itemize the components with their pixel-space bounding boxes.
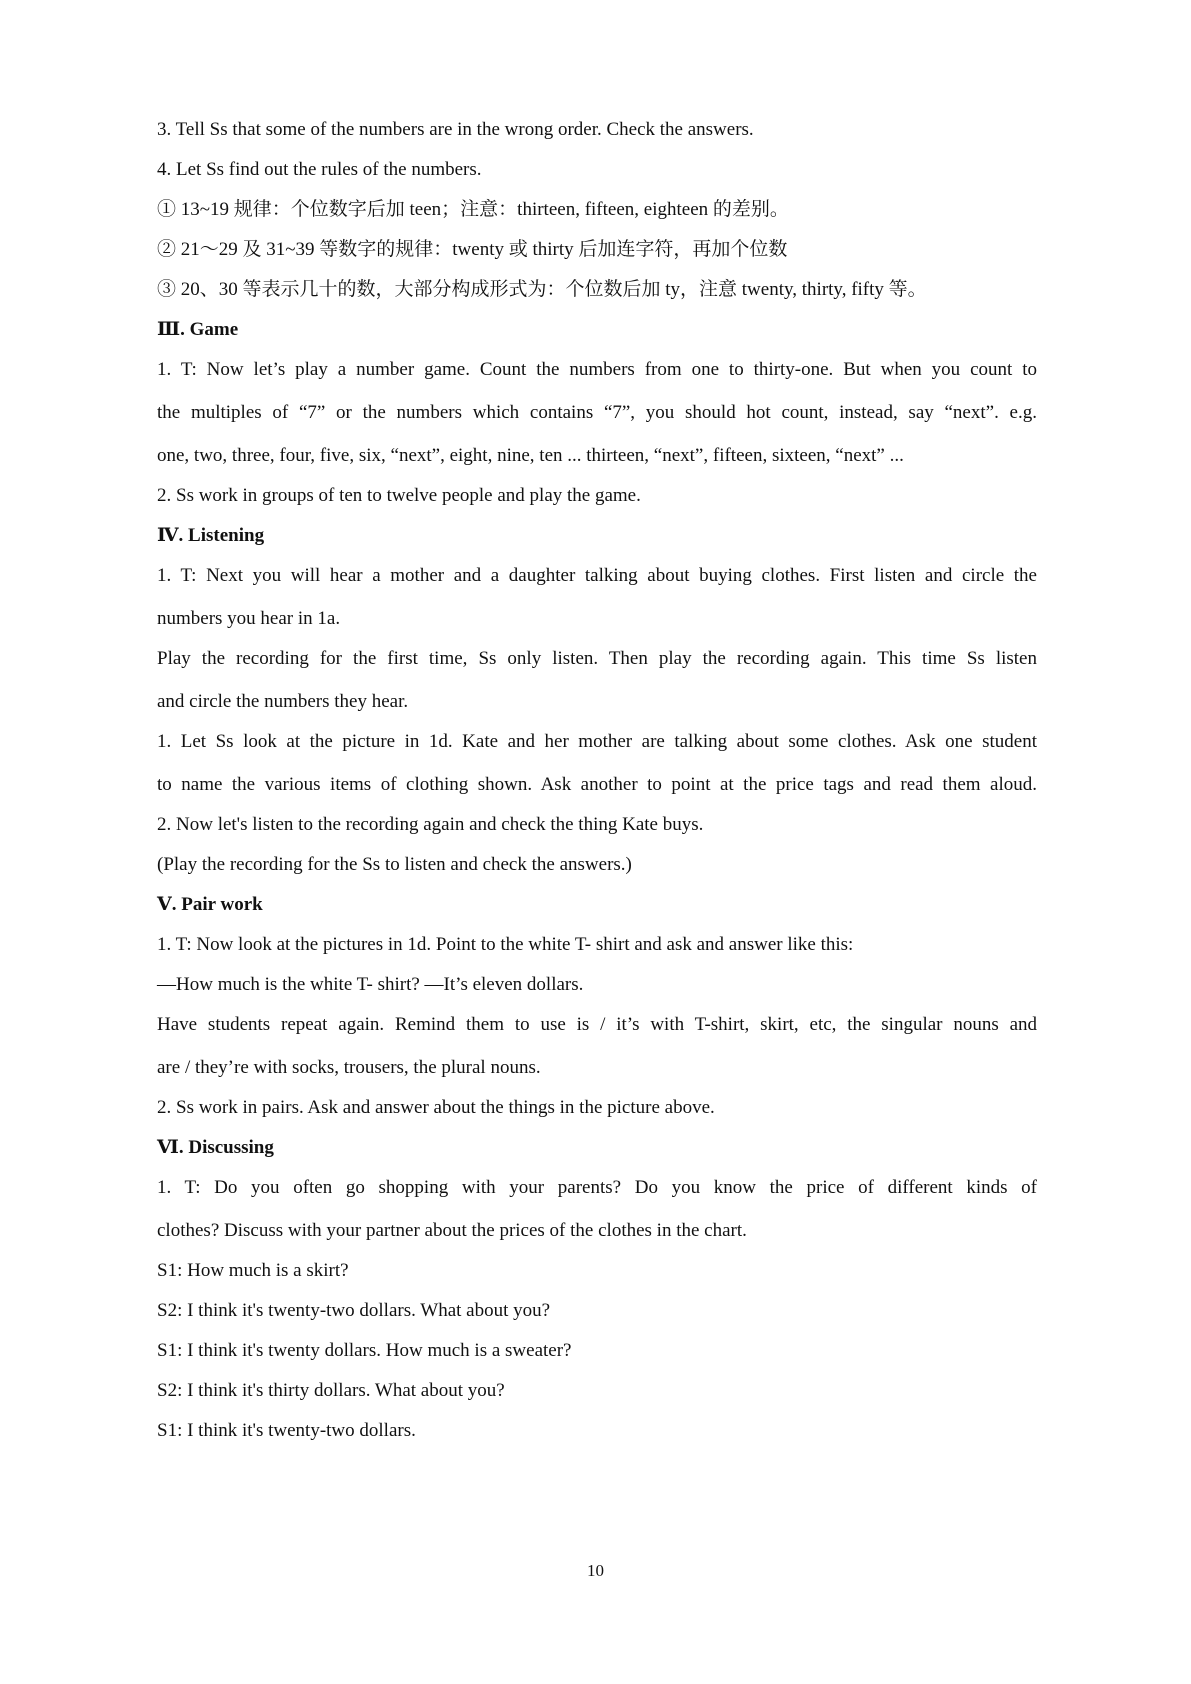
listening-step-1-line-1: 1. T: Next you will hear a mother and a daughter talking about buying clothes. First listen and circle the: [157, 565, 1037, 586]
dialogue-line-4: S2: I think it's thirty dollars. What about you?: [157, 1380, 505, 1401]
rule-1-line: ① 13~19 规律：个位数字后加 teen；注意：thirteen, fifteen, eighteen 的差别。: [157, 199, 789, 220]
discuss-step-1-line-1: 1. T: Do you often go shopping with your parents? Do you know the price of different kinds of: [157, 1177, 1037, 1198]
game-step-1-line-2: the multiples of “7” or the numbers which contains “7”, you should hot count, instead, say “next”. e.g.: [157, 402, 1037, 423]
step-4-line: 4. Let Ss find out the rules of the numbers.: [157, 159, 482, 180]
listening-play-line-1: Play the recording for the first time, Ss only listen. Then play the recording again. This time Ss listen: [157, 648, 1037, 669]
listening-note-line: (Play the recording for the Ss to listen and check the answers.): [157, 854, 632, 875]
page-number: 10: [587, 1561, 604, 1580]
rule-2-line: ② 21～29 及 31~39 等数字的规律：twenty 或 thirty 后加连字符，再加个位数: [157, 239, 788, 260]
game-step-1-line-3: one, two, three, four, five, six, “next”, eight, nine, ten ... thirteen, “next”, fifteen, sixteen, “next” ...: [157, 445, 904, 466]
pair-remind-line-2: are / they’re with socks, trousers, the plural nouns.: [157, 1057, 541, 1078]
listening-step-2-line: 2. Now let's listen to the recording again and check the thing Kate buys.: [157, 814, 704, 835]
dialogue-line-5: S1: I think it's twenty-two dollars.: [157, 1420, 416, 1441]
dialogue-line-1: S1: How much is a skirt?: [157, 1260, 349, 1281]
game-step-2-line: 2. Ss work in groups of ten to twelve people and play the game.: [157, 485, 641, 506]
discuss-step-1-line-2: clothes? Discuss with your partner about the prices of the clothes in the chart.: [157, 1220, 747, 1241]
dialogue-line-3: S1: I think it's twenty dollars. How much is a sweater?: [157, 1340, 572, 1361]
dialogue-line-2: S2: I think it's twenty-two dollars. What about you?: [157, 1300, 551, 1321]
listening-picture-line-2: to name the various items of clothing shown. Ask another to point at the price tags and read them aloud.: [157, 774, 1037, 795]
pair-step-2-line: 2. Ss work in pairs. Ask and answer about the things in the picture above.: [157, 1097, 715, 1118]
listening-play-line-2: and circle the numbers they hear.: [157, 691, 409, 712]
rule-3-line: ③ 20、30 等表示几十的数，大部分构成形式为：个位数后加 ty，注意 twenty, thirty, fifty 等。: [157, 279, 927, 300]
listening-step-1-line-2: numbers you hear in 1a.: [157, 608, 341, 629]
pair-step-1-line: 1. T: Now look at the pictures in 1d. Point to the white T- shirt and ask and answer like this:: [157, 934, 854, 955]
step-3-line: 3. Tell Ss that some of the numbers are in the wrong order. Check the answers.: [157, 119, 754, 140]
section-heading-game: Ⅲ. Game: [157, 319, 239, 340]
section-heading-discussing: Ⅵ. Discussing: [157, 1137, 274, 1158]
game-step-1-line-1: 1. T: Now let’s play a number game. Count the numbers from one to thirty-one. But when you count to: [157, 359, 1037, 380]
pair-remind-line-1: Have students repeat again. Remind them to use is / it’s with T-shirt, skirt, etc, the singular nouns and: [157, 1014, 1037, 1035]
pair-dialogue-line: —How much is the white T- shirt? —It’s eleven dollars.: [157, 974, 584, 995]
section-heading-pair-work: Ⅴ. Pair work: [157, 894, 263, 915]
section-heading-listening: Ⅳ. Listening: [157, 525, 265, 546]
listening-picture-line-1: 1. Let Ss look at the picture in 1d. Kate and her mother are talking about some clothes. Ask one student: [157, 731, 1037, 752]
